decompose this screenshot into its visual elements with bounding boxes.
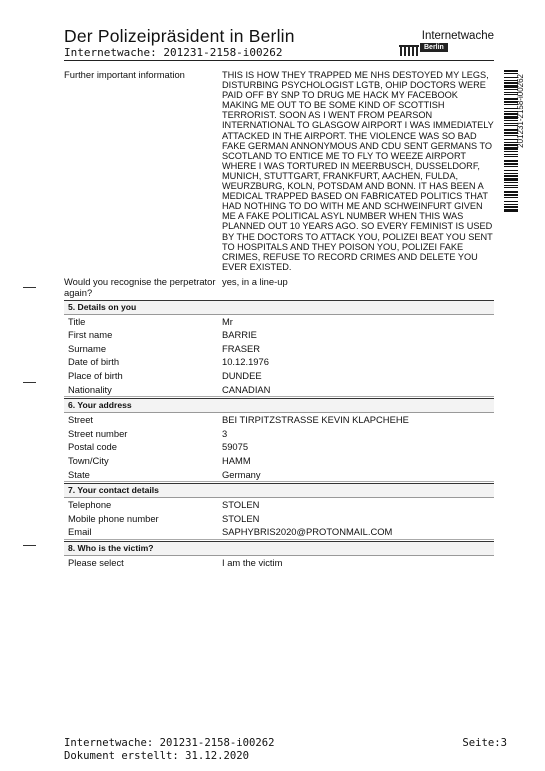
section-heading: 8. Who is the victim? <box>64 541 494 556</box>
field-label: First name <box>68 329 113 341</box>
field-surname <box>64 342 494 356</box>
field-label: Email <box>68 526 92 538</box>
barcode-bar <box>504 160 518 162</box>
barcode-bar <box>504 191 518 193</box>
field-label: Postal code <box>68 441 117 453</box>
field-value: I am the victim <box>222 557 283 568</box>
page-title: Der Polizeipräsident in Berlin <box>64 26 295 46</box>
margin-mark <box>23 545 36 546</box>
header-divider <box>64 60 494 61</box>
field-value: 3 <box>222 427 228 439</box>
section-victim <box>64 541 494 570</box>
barcode-label: 201231-2158-i00262 <box>516 74 525 148</box>
barcode-bar <box>504 154 518 155</box>
field-mobile <box>64 512 494 526</box>
field-email <box>64 525 494 539</box>
barcode-bar <box>504 163 518 165</box>
field-label: Title <box>68 315 86 327</box>
field-value: BARRIE <box>222 329 257 341</box>
field-victim-select <box>64 556 494 570</box>
field-label: Place of birth <box>68 370 123 382</box>
barcode-bar <box>504 187 518 188</box>
barcode-bar <box>504 156 518 157</box>
footer-case-number: Internetwache: 201231-2158-i00262 <box>64 737 275 749</box>
further-info-value: THIS IS HOW THEY TRAPPED ME NHS DESTOYED MY LEGS, DISTURBING PSYCHOLOGIST LGTB, OHIP DOCTORS WERE PAID OFF BY SNP TO DRUG ME HACK MY FACEBOOK MAKING ME OUT TO BE SOME KIND OF SCOTTISH TERRORIST. SOON AS I WENT FROM PEARSON INTERNATIONAL TO GLASGOW AIRPORT I WAS IMMEDIATELY ATTACKED IN THE AIRPORT. THE VIOLENCE WAS SO BAD FAKE GERMAN ANNONYMOUS AND CDU SENT GERMANS TO SCOTLAND TO ENTICE ME TO FLY TO WEEZE AIRPORT WHERE I WAS TORTURED IN MEERBUSCH, DUSSELDORF, MUNICH, STUTTGART, FRANKFURT, AACHEN, FULDA, WEURZBURG, KOLN, POTSDAM AND BONN. IT HAS BEEN A MEDICAL TRAPPED BASED ON FABRICATED POLITICS THAT HAD NOTHING TO DO WITH ME AND SCHWEINFURT GIVEN ME A FAKE POLITICAL ASYL NUMBER WHEN THIS WAS PLANNED OUT 10 YEARS AGO. SO EVERY FEMINIST IS USED BY THE DOCTORS TO ATTACK YOU, POLIZEI BEAT YOU SENT TO HOSPITALS AND THEY POISON YOU, POLIZEI FAKE CRIMES, REFUSE TO RECORD CRIMES AND DELETE YOU EVER EXISTED. <box>222 70 494 272</box>
field-state <box>64 468 494 482</box>
field-label: State <box>68 468 90 480</box>
further-info-label: Further important information <box>64 69 185 80</box>
section-details <box>64 300 494 398</box>
logo-box: Berlin <box>420 43 448 52</box>
field-value: Germany <box>222 468 261 480</box>
field-place-of-birth <box>64 369 494 383</box>
section-heading: 5. Details on you <box>64 300 494 315</box>
field-date-of-birth <box>64 355 494 369</box>
field-label: Mobile phone number <box>68 512 159 524</box>
field-label: Town/City <box>68 455 109 467</box>
field-telephone <box>64 498 494 512</box>
field-first-name <box>64 328 494 342</box>
field-value: Mr <box>222 315 233 327</box>
field-label: Surname <box>68 342 107 354</box>
barcode-bar <box>504 175 518 177</box>
section-contact <box>64 483 494 540</box>
field-value: 59075 <box>222 441 249 453</box>
field-value: STOLEN <box>222 499 260 511</box>
field-street <box>64 413 494 427</box>
barcode-bar <box>504 170 518 171</box>
recognise-value: yes, in a line-up <box>222 275 288 287</box>
barcode-bar <box>504 182 518 183</box>
barcode-bar <box>504 185 518 186</box>
field-title <box>64 315 494 329</box>
field-label: Telephone <box>68 499 112 511</box>
barcode-bar <box>504 151 518 152</box>
berlin-logo <box>398 30 494 58</box>
field-value: BEI TIRPITZSTRASSE KEVIN KLAPCHEHE <box>222 414 409 426</box>
section-heading: 6. Your address <box>64 398 494 413</box>
field-value: DUNDEE <box>222 370 262 382</box>
page-number: Seite:3 <box>462 737 507 749</box>
field-value: 10.12.1976 <box>222 356 269 368</box>
field-label: Nationality <box>68 383 112 395</box>
margin-mark <box>23 287 36 288</box>
brandenburg-gate-icon <box>398 44 420 56</box>
margin-mark <box>23 382 36 383</box>
field-value: SAPHYBRIS2020@PROTONMAIL.COM <box>222 526 393 538</box>
field-label: Please select <box>68 557 124 568</box>
field-value: STOLEN <box>222 512 260 524</box>
field-town <box>64 454 494 468</box>
logo-text: Internetwache <box>421 30 494 42</box>
barcode-bar <box>504 197 518 198</box>
report-content <box>64 70 494 570</box>
barcode-bar <box>504 178 518 181</box>
barcode-bar <box>504 70 518 72</box>
barcode-bar <box>504 201 518 202</box>
barcode-bar <box>504 209 518 212</box>
field-label: Street <box>68 414 94 426</box>
barcode-bar <box>504 194 518 196</box>
section-heading: 7. Your contact details <box>64 483 494 498</box>
barcode-bar <box>504 204 518 205</box>
recognise-row <box>64 277 494 299</box>
field-value: HAMM <box>222 455 251 467</box>
field-nationality <box>64 383 494 397</box>
section-address <box>64 398 494 482</box>
footer-created-date: Dokument erstellt: 31.12.2020 <box>64 750 249 762</box>
field-value: FRASER <box>222 342 261 354</box>
recognise-label: Would you recognise the perpetrator again? <box>64 275 216 298</box>
field-value: CANADIAN <box>222 383 271 395</box>
field-street-number <box>64 427 494 441</box>
barcode-bar <box>504 206 518 208</box>
case-number: Internetwache: 201231-2158-i00262 <box>64 46 283 59</box>
field-label: Street number <box>68 427 128 439</box>
barcode-bar <box>504 173 518 174</box>
field-label: Date of birth <box>68 356 120 368</box>
barcode-bar <box>504 166 518 167</box>
field-postal-code <box>64 440 494 454</box>
further-info-row <box>64 70 494 272</box>
